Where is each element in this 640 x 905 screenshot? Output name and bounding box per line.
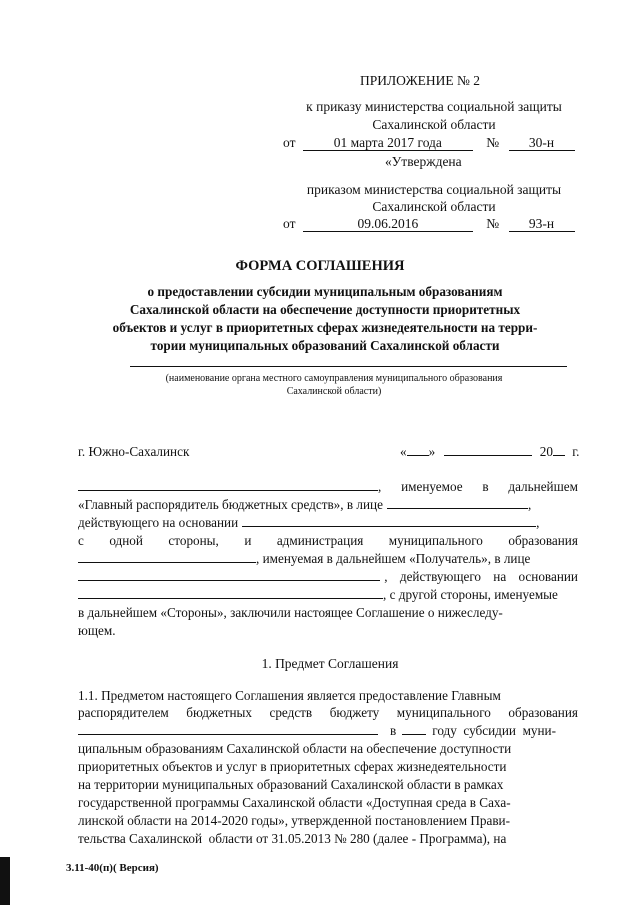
number-label: № — [486, 135, 500, 150]
blank-representative — [387, 497, 528, 509]
section1-line-5: приоритетных объектов и услуг в приоритетных сферах жизнедеятельности — [78, 759, 507, 774]
word: администрация — [276, 533, 364, 548]
line-text: «Главный распорядитель бюджетных средств», в лице — [78, 497, 383, 512]
comma: , — [527, 497, 532, 512]
word: образования — [508, 705, 578, 720]
word: одной — [109, 533, 143, 548]
scan-margin-mark — [0, 857, 10, 905]
subtitle-line-3: объектов и услуг в приоритетных сферах жизнедеятельности на терри- — [112, 320, 538, 335]
section1-line-9: тельства Сахалинской области от 31.05.2013 № 280 (далее - Программа), на — [78, 831, 507, 846]
approved-by-line1: приказом министерства социальной защиты — [306, 182, 562, 197]
approved-from-label: от — [283, 216, 296, 231]
approved-number: 93-н — [509, 217, 575, 232]
body-name-line — [130, 366, 567, 367]
word: средств — [269, 705, 313, 720]
approved-number-label: № — [486, 216, 500, 231]
parties-line-6 — [78, 569, 578, 585]
order-date: 01 марта 2017 года — [303, 136, 473, 151]
city: г. Южно-Сахалинск — [78, 444, 190, 459]
approved-date: 09.06.2016 — [303, 217, 473, 232]
word: в — [482, 479, 489, 494]
word: именуемое — [401, 479, 463, 494]
word: распорядителем — [78, 705, 169, 720]
date-field — [400, 444, 579, 460]
subtitle-line-4: тории муниципальных образований Сахалинской области — [150, 338, 500, 353]
section1-line-3 — [78, 723, 578, 739]
line-text: действующего на основании — [78, 515, 239, 530]
parties-line-2 — [78, 497, 578, 513]
body-note-line-1: (наименование органа местного самоуправления муниципального образования — [165, 373, 503, 384]
blank-year — [402, 723, 426, 735]
section1-line-8: линской области на 2014-2020 годы», утвержденной постановлением Прави- — [78, 813, 511, 828]
month-blank — [444, 444, 532, 456]
page-title: ФОРМА СОГЛАШЕНИЯ — [235, 258, 405, 274]
order-ref-line2: Сахалинской области — [372, 117, 496, 132]
parties-line-1 — [78, 479, 578, 495]
parties-line-3 — [78, 515, 578, 531]
parties-line-9: ющем. — [78, 623, 116, 638]
section1-line-6: на территории муниципальных образований Сахалинской области в рамках — [78, 777, 504, 792]
subtitle-line-2: Сахалинской области на обеспечение доступности приоритетных — [129, 302, 521, 317]
parties-line-4 — [78, 533, 578, 549]
order-date-line — [283, 135, 575, 151]
year-prefix: 20 — [539, 444, 553, 459]
approved-date-line — [283, 216, 575, 232]
blank-party-name — [78, 479, 378, 491]
section1-line-1: 1.1. Предметом настоящего Соглашения является предоставление Главным — [78, 688, 501, 703]
word: и — [244, 533, 252, 548]
word: с — [78, 533, 84, 548]
quote-close: » — [428, 444, 436, 459]
section1-line-4: ципальным образованиям Сахалинской области на обеспечение доступности — [78, 741, 512, 756]
word: бюджетных — [186, 705, 252, 720]
quote-open: « — [400, 444, 407, 459]
word: бюджету — [329, 705, 380, 720]
approved-by-line2: Сахалинской области — [372, 199, 496, 214]
blank-recipient-basis — [78, 587, 383, 599]
blank-basis — [242, 515, 536, 527]
body-note-line-2: Сахалинской области) — [286, 386, 382, 397]
year-suffix: г. — [572, 444, 580, 459]
parties-line-7 — [78, 587, 578, 603]
section1-line-2 — [78, 705, 578, 721]
approved-label: «Утверждена — [385, 154, 462, 169]
year-blank — [553, 444, 565, 456]
section-heading: 1. Предмет Соглашения — [261, 656, 399, 671]
word: основании — [518, 569, 578, 584]
section1-line-7: государственной программы Сахалинской области «Доступная среда в Саха- — [78, 795, 511, 810]
word: дальнейшем — [508, 479, 578, 494]
footer-code: 3.11-40(п)( Версия) — [66, 862, 159, 874]
word: образования — [508, 533, 578, 548]
blank-municipality — [78, 551, 256, 563]
line-text: году субсидии муни- — [432, 723, 557, 738]
parties-line-8: в дальнейшем «Стороны», заключили настоящее Соглашение о нижеследу- — [78, 605, 503, 620]
word: муниципального — [388, 533, 483, 548]
comma: , — [536, 515, 540, 530]
word: на — [493, 569, 507, 584]
word: муниципального — [396, 705, 491, 720]
day-blank — [407, 444, 429, 456]
word-in: в — [390, 723, 397, 738]
comma: , — [378, 479, 382, 494]
order-ref-line1: к приказу министерства социальной защиты — [306, 99, 562, 114]
line-text: , с другой стороны, именуемые — [383, 587, 558, 602]
from-label: от — [283, 135, 296, 150]
word: действующего — [399, 569, 481, 584]
blank-municipality-budget — [78, 723, 378, 735]
line-text: , именуемая в дальнейшем «Получатель», в лице — [256, 551, 531, 566]
word: стороны, — [168, 533, 219, 548]
word: , — [384, 569, 388, 584]
blank-recipient-representative — [78, 569, 380, 581]
parties-line-5 — [78, 551, 578, 567]
appendix-label: ПРИЛОЖЕНИЕ № 2 — [360, 73, 481, 88]
subtitle-line-1: о предоставлении субсидии муниципальным образованиям — [147, 284, 503, 299]
order-number: 30-н — [509, 136, 575, 151]
